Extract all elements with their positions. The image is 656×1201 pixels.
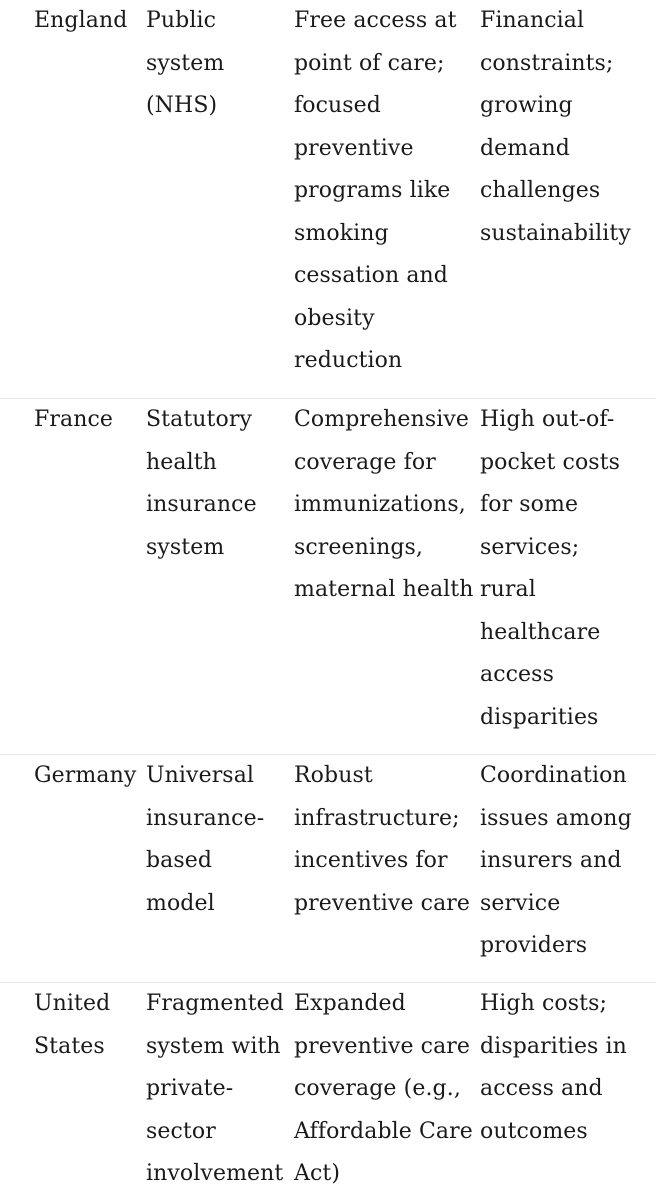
cell-country: England — [34, 8, 128, 33]
cell-system: Universal insurance- based model — [146, 763, 265, 916]
table-row-france — [0, 398, 656, 755]
table-row-germany — [0, 754, 656, 983]
cell-country: United States — [34, 991, 111, 1059]
cell-strengths: Free access at point of care; focused preventive programs like smoking cessation and obesity reduction — [294, 8, 457, 373]
table-row-united-states — [0, 982, 656, 1201]
cell-country: Germany — [34, 763, 137, 788]
cell-strengths: Expanded preventive care coverage (e.g., Affordable Care Act) — [294, 991, 473, 1186]
table-row-england — [0, 0, 656, 398]
cell-challenges: Coordination issues among insurers and service providers — [480, 763, 632, 958]
cell-strengths: Robust infrastructure; incentives for preventive care — [294, 763, 471, 916]
cell-strengths: Comprehensive coverage for immunizations, screenings, maternal health — [294, 407, 474, 602]
cell-system: Fragmented system with private- sector involvement — [146, 991, 284, 1186]
cell-challenges: High out-of- pocket costs for some services; rural healthcare access disparities — [480, 407, 621, 730]
cell-challenges: High costs; disparities in access and outcomes — [480, 991, 627, 1144]
cell-country: France — [34, 407, 114, 432]
cell-system: Statutory health insurance system — [146, 407, 257, 560]
cell-challenges: Financial constraints; growing demand challenges sustainability — [480, 8, 631, 246]
cell-system: Public system (NHS) — [146, 8, 225, 118]
